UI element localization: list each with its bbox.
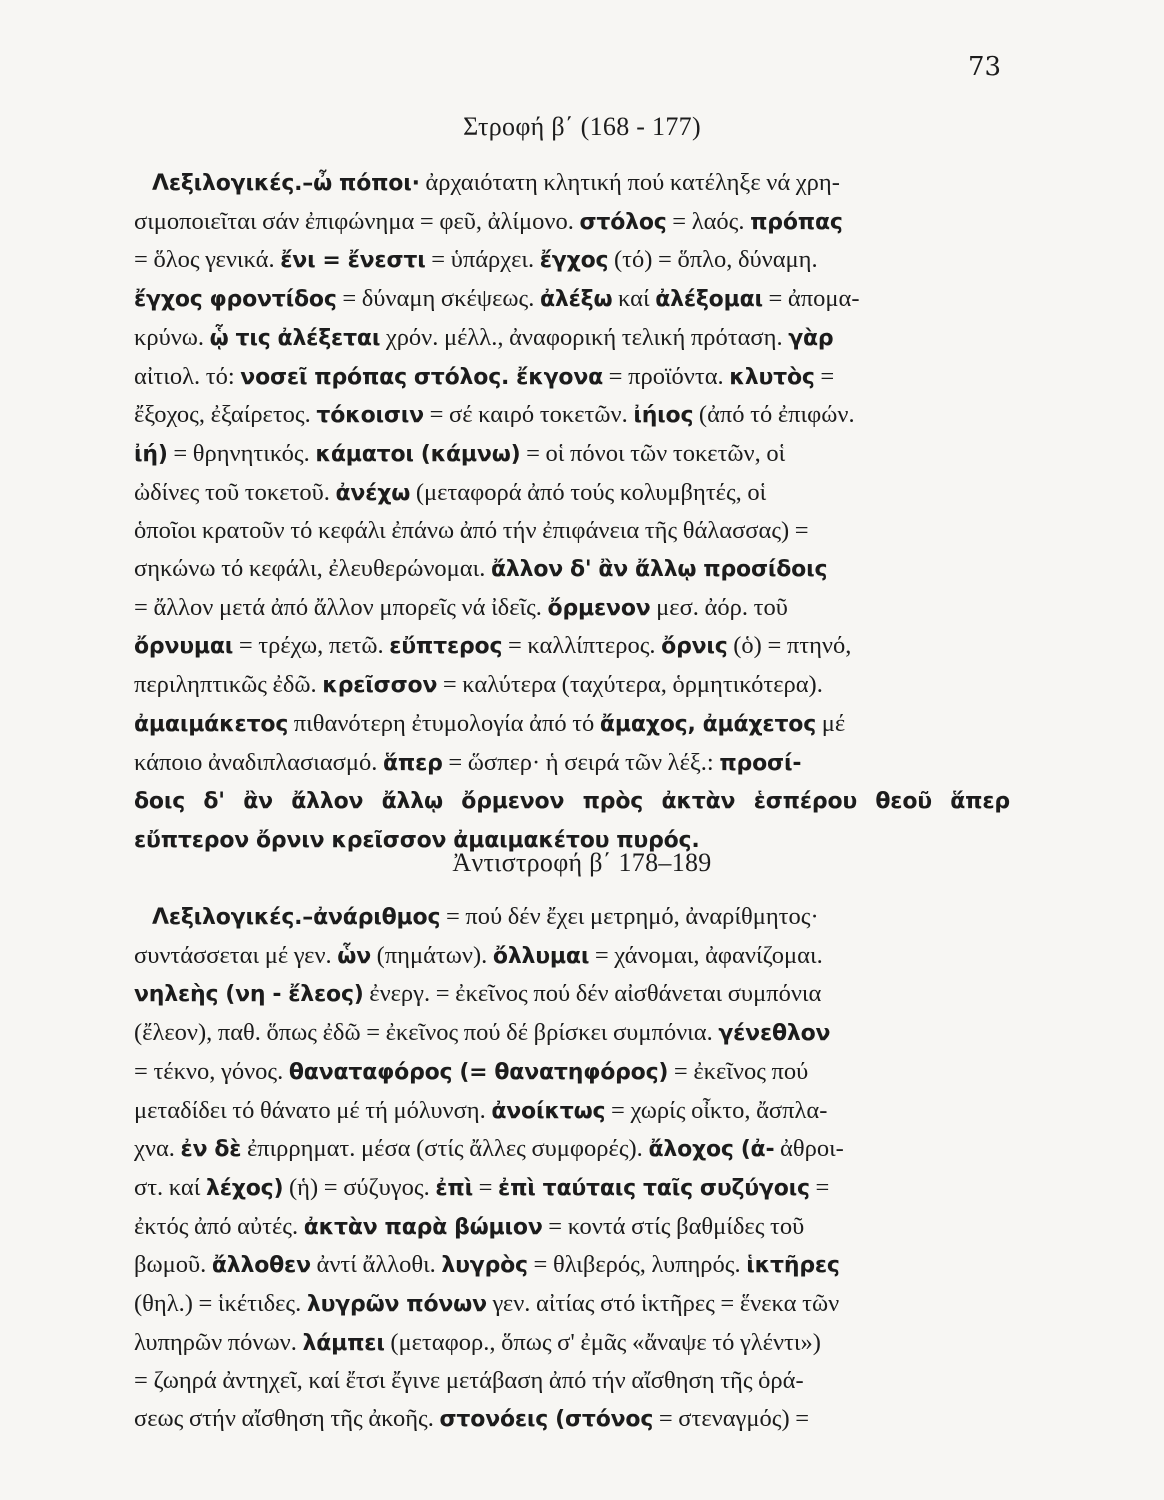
headword: ἔγχος φροντίδος [134, 287, 337, 313]
headword: ἄλλον δ' ἂν ἄλλῳ προσίδοις [490, 557, 828, 583]
headword: λυγρῶν πόνων [306, 1292, 487, 1318]
gloss-text: σεως στήν αἴσθηση τῆς ἀκοῆς. [134, 1405, 440, 1433]
gloss-text: = ἐκεῖνος πού [668, 1057, 809, 1085]
gloss-text: ὠδίνες τοῦ τοκετοῦ. [134, 478, 336, 506]
gloss-text: σηκώνω τό κεφάλι, ἐλευθερώνομαι. [134, 555, 491, 583]
gloss-text: ἐπιρρηματ. μέσα (στίς ἄλλες συμφορές). [241, 1135, 649, 1163]
headword: στόλος [579, 209, 667, 235]
headword: ἀνοίκτως [491, 1098, 606, 1124]
headword: ὄρμενον [547, 595, 651, 621]
headword: κλυτὸς [729, 364, 815, 390]
gloss-text: (θηλ.) = ἱκέτιδες. [134, 1290, 307, 1318]
text-line [134, 1014, 1010, 1053]
gloss-text: λυπηρῶν πόνων. [134, 1328, 303, 1356]
gloss-text: σιμοποιεῖται σάν ἐπιφώνημα = φεῦ, ἀλίμονο. [134, 207, 580, 235]
headword: ἀκτὰν παρὰ βώμιον [303, 1214, 543, 1240]
gloss-text: κάποιο ἀναδιπλασιασμό. [134, 748, 384, 776]
headword: ἄλοχος (ἀ- [648, 1137, 775, 1163]
headword: εὔπτερον ὄρνιν κρεῖσσον ἀμαιμακέτου πυρός. [134, 827, 700, 853]
gloss-text: = καλλίπτερος. [502, 632, 662, 660]
headword: ὄρνις [661, 634, 728, 660]
text-line [134, 898, 1010, 937]
gloss-text: = δύναμη σκέψεως. [336, 285, 540, 313]
gloss-text: περιληπτικῶς ἐδῶ. [134, 671, 323, 699]
headword: ἔγχος [539, 248, 609, 274]
gloss-text: = χάνομαι, ἀφανίζομαι. [589, 941, 823, 969]
headword: ὄρνυμαι [134, 634, 234, 660]
headword: κρεῖσσον [322, 673, 438, 699]
gloss-text: στ. καί [134, 1173, 206, 1201]
headword: ἔνι = ἔνεστι [280, 248, 426, 274]
section-title-strophe: Στροφή β΄ (168 - 177) [463, 112, 701, 141]
text-line [134, 1053, 1010, 1092]
text-line [134, 1246, 1010, 1285]
headword: προσί- [719, 750, 802, 776]
headword: νοσεῖ πρόπας στόλος. ἔκγονα [240, 364, 604, 390]
text-line [134, 705, 1010, 744]
gloss-text: = τρέχω, πετῶ. [233, 632, 390, 660]
gloss-text: μέ [816, 709, 846, 737]
text-line [134, 589, 1010, 628]
headword: λέχος) [206, 1175, 284, 1201]
gloss-text: βωμοῦ. [134, 1251, 212, 1279]
text-line [134, 203, 1010, 242]
gloss-text: = θλιβερός, λυπηρός. [527, 1251, 747, 1279]
gloss-text: κρύνω. [134, 323, 210, 351]
gloss-text: = ὅλος γενικά. [134, 246, 281, 274]
text-line [134, 319, 1010, 358]
gloss-text: ἐνεργ. = ἐκεῖνος πού δέν αἰσθάνεται συμπόνια [363, 980, 822, 1008]
headword: ἅπερ [383, 750, 443, 776]
text-line [134, 937, 1010, 976]
gloss-text: = [809, 1173, 830, 1201]
gloss-text: καί [612, 285, 656, 313]
gloss-text: ἔξοχος, ἐξαίρετος. [134, 401, 317, 429]
text-line [134, 474, 1010, 513]
gloss-text: = ἀπομα- [762, 285, 860, 313]
headword: ὄλλυμαι [492, 943, 590, 969]
gloss-text: = οἱ πόνοι τῶν τοκετῶν, οἱ [520, 439, 786, 467]
headword: νηλεὴς (νη - ἔλεος) [134, 982, 364, 1008]
headword: ἀνέχω [335, 480, 411, 506]
headword: Λεξιλογικές.–ἀνάριθμος [152, 905, 441, 930]
gloss-text: = τέκνο, γόνος. [134, 1057, 289, 1085]
headword: ἄμαχος, ἀμάχετος [599, 711, 817, 737]
text-line [134, 358, 1010, 397]
gloss-text: (μεταφορ., ὅπως σ' ἐμᾶς «ἄναψε τό γλέντι») [384, 1328, 821, 1356]
headword: πρόπας [750, 209, 843, 235]
text-line [134, 1285, 1010, 1324]
vocabulary-block-strophe [134, 164, 1010, 860]
gloss-text: = καλύτερα (ταχύτερα, ὁρμητικότερα). [437, 671, 823, 699]
gloss-text: = λαός. [666, 207, 751, 235]
text-line [134, 241, 1010, 280]
headword: ἰήιος [633, 403, 694, 429]
gloss-text: αἰτιολ. τό: [134, 362, 241, 390]
gloss-text: ἐκτός ἀπό αὐτές. [134, 1212, 304, 1240]
text-line [134, 1400, 1010, 1439]
headword: τόκοισιν [316, 403, 424, 429]
gloss-text: μεσ. ἀόρ. τοῦ [650, 593, 788, 621]
text-line [134, 1169, 1010, 1208]
gloss-text: = πού δέν ἔχει μετρημό, ἀναρίθμητος· [440, 903, 819, 930]
text-line [134, 164, 1010, 203]
vocabulary-block-antistrophe [134, 898, 1010, 1439]
headword: λυγρὸς [441, 1253, 528, 1279]
headword: γὰρ [788, 325, 834, 351]
section-title-antistrophe: Ἀντιστροφή β΄ 178–189 [452, 848, 712, 877]
headword: θαναταφόρος (= θανατηφόρος) [288, 1059, 669, 1085]
headword: ἐπὶ ταύταις ταῖς συζύγοις [498, 1175, 810, 1201]
gloss-text: ἀντί ἄλλοθι. [310, 1251, 442, 1279]
gloss-text: ἀρχαιότατη κλητική πού κατέληξε νά χρη- [419, 169, 840, 196]
page-number: 73 [968, 52, 1002, 82]
gloss-text: (ὁ) = πτηνό, [727, 632, 852, 660]
gloss-text: χρόν. μέλλ., ἀναφορική τελική πρόταση. [380, 323, 789, 351]
gloss-text: (τό) = ὅπλο, δύναμη. [608, 246, 818, 274]
headword: στονόεις (στόνος [439, 1407, 654, 1433]
text-line [134, 744, 1010, 783]
headword: λάμπει [302, 1330, 385, 1356]
gloss-text: (πημάτων). [371, 941, 493, 969]
text-line [134, 975, 1010, 1014]
headword: κάματοι (κάμνω) [315, 441, 521, 467]
text-line [134, 1130, 1010, 1169]
headword: ἐν δὲ [180, 1137, 242, 1163]
text-line [134, 550, 1010, 589]
headword: ἰή) [134, 441, 168, 467]
gloss-text: μεταδίδει τό θάνατο μέ τή μόλυνση. [134, 1096, 492, 1124]
gloss-text: = κοντά στίς βαθμίδες τοῦ [542, 1212, 805, 1240]
gloss-text: (ἡ) = σύζυγος. [283, 1173, 436, 1201]
headword: ἀμαιμάκετος [134, 711, 289, 737]
gloss-text: (ἀπό τό ἐπιφών. [693, 401, 855, 429]
text-line [134, 512, 1010, 550]
headword: ἱκτῆρες [746, 1253, 840, 1279]
gloss-text: = σέ καιρό τοκετῶν. [423, 401, 634, 429]
headword: ἄλλοθεν [211, 1253, 311, 1279]
text-line [134, 1362, 1010, 1400]
text-line [134, 396, 1010, 435]
headword: γένεθλον [718, 1021, 831, 1047]
text-line [134, 782, 1010, 821]
text-line [134, 435, 1010, 474]
gloss-text: = ὑπάρχει. [425, 246, 540, 274]
gloss-text: = θρηνητικός. [167, 439, 316, 467]
text-line [134, 1208, 1010, 1247]
headword: δοις δ' ἂν ἄλλον ἄλλῳ ὄρμενον πρὸς ἀκτὰν ἑσπέρου θεοῦ ἅπερ [134, 789, 1010, 815]
gloss-text: ὁποῖοι κρατοῦν τό κεφάλι ἐπάνω ἀπό τήν ἐπιφάνεια τῆς θάλασσας) = [134, 517, 809, 545]
text-line [134, 627, 1010, 666]
headword: ὧν [337, 943, 371, 969]
gloss-text: (ἔλεον), παθ. ὅπως ἐδῶ = ἐκεῖνος πού δέ βρίσκει συμπόνια. [134, 1019, 719, 1047]
gloss-text: = χωρίς οἶκτο, ἄσπλα- [605, 1096, 828, 1124]
text-line [134, 1092, 1010, 1131]
gloss-text: = στεναγμός) = [653, 1405, 810, 1433]
gloss-text: = [814, 362, 835, 390]
gloss-text: γεν. αἰτίας στό ἱκτῆρες = ἕνεκα τῶν [486, 1290, 840, 1318]
headword: εὔπτερος [389, 634, 503, 660]
gloss-text: = ὥσπερ· ἡ σειρά τῶν λέξ.: [442, 748, 720, 776]
gloss-text: πιθανότερη ἐτυμολογία ἀπό τό [288, 709, 600, 737]
headword: Λεξιλογικές.–ὦ πόποι· [152, 171, 420, 196]
gloss-text: = [472, 1173, 499, 1201]
gloss-text: χνα. [134, 1135, 181, 1163]
headword: ἐπὶ [435, 1175, 473, 1201]
headword: ἀλέξομαι [655, 287, 763, 313]
gloss-text: = ζωηρά ἀντηχεῖ, καί ἔτσι ἔγινε μετάβαση ἀπό τήν αἴσθηση τῆς ὁρά- [134, 1367, 804, 1395]
gloss-text: (μεταφορά ἀπό τούς κολυμβητές, οἱ [410, 478, 767, 506]
gloss-text: συντάσσεται μέ γεν. [134, 941, 338, 969]
gloss-text: ἀθροι- [774, 1135, 844, 1163]
headword: ἀλέξω [539, 287, 613, 313]
gloss-text: = προϊόντα. [603, 362, 730, 390]
text-line [134, 666, 1010, 705]
headword: ᾧ τις ἀλέξεται [209, 325, 381, 351]
text-line [134, 1324, 1010, 1363]
text-line [134, 280, 1010, 319]
gloss-text: = ἄλλον μετά ἀπό ἄλλον μπορεῖς νά ἰδεῖς. [134, 593, 548, 621]
